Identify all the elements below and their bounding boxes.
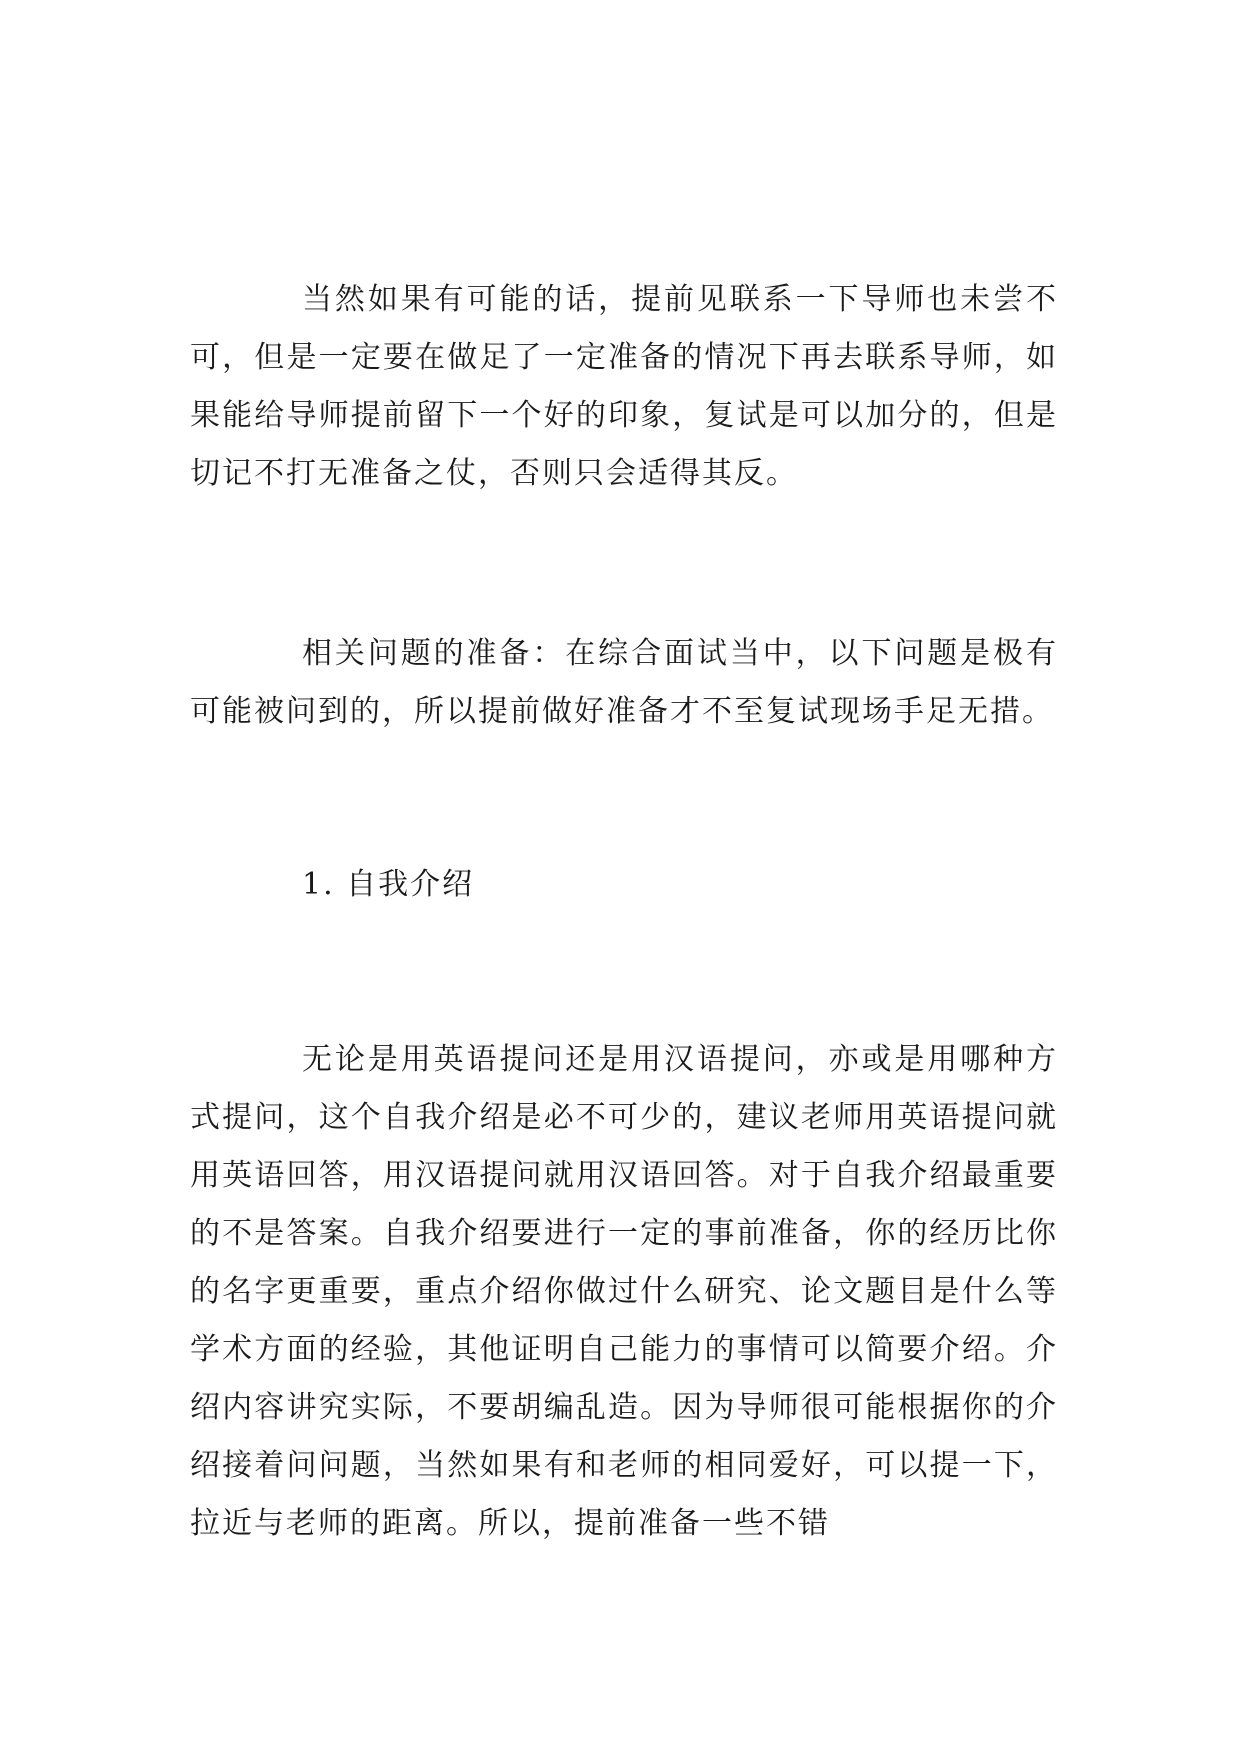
section-heading-self-introduction: 1. 自我介绍 <box>302 867 475 902</box>
paragraph-self-introduction: 无论是用英语提问还是用汉语提问，亦或是用哪种方式提问，这个自我介绍是必不可少的，建议老师用英语提问就用英语回答，用汉语提问就用汉语回答。对于自我介绍最重要的不是答案。自我介绍要进行一定的事前准备，你的经历比你的名字更重要，重点介绍你做过什么研究、论文题目是什么等学术方面的经验，其他证明自己能力的事情可以简要介绍。介绍内容讲究实际，不要胡编乱造。因为导师很可能根据你的介绍接着问问题，当然如果有和老师的相同爱好，可以提一下，拉近与老师的距离。所以，提前准备一些不错 <box>190 1042 1058 1541</box>
paragraph-contact-advisor: 当然如果有可能的话，提前见联系一下导师也未尝不可，但是一定要在做足了一定准备的情况下再去联系导师，如果能给导师提前留下一个好的印象，复试是可以加分的，但是切记不打无准备之仗，否则只会适得其反。 <box>190 282 1058 491</box>
paragraph-question-preparation: 相关问题的准备：在综合面试当中，以下问题是极有可能被问到的，所以提前做好准备才不至复试现场手足无措。 <box>190 636 1058 729</box>
